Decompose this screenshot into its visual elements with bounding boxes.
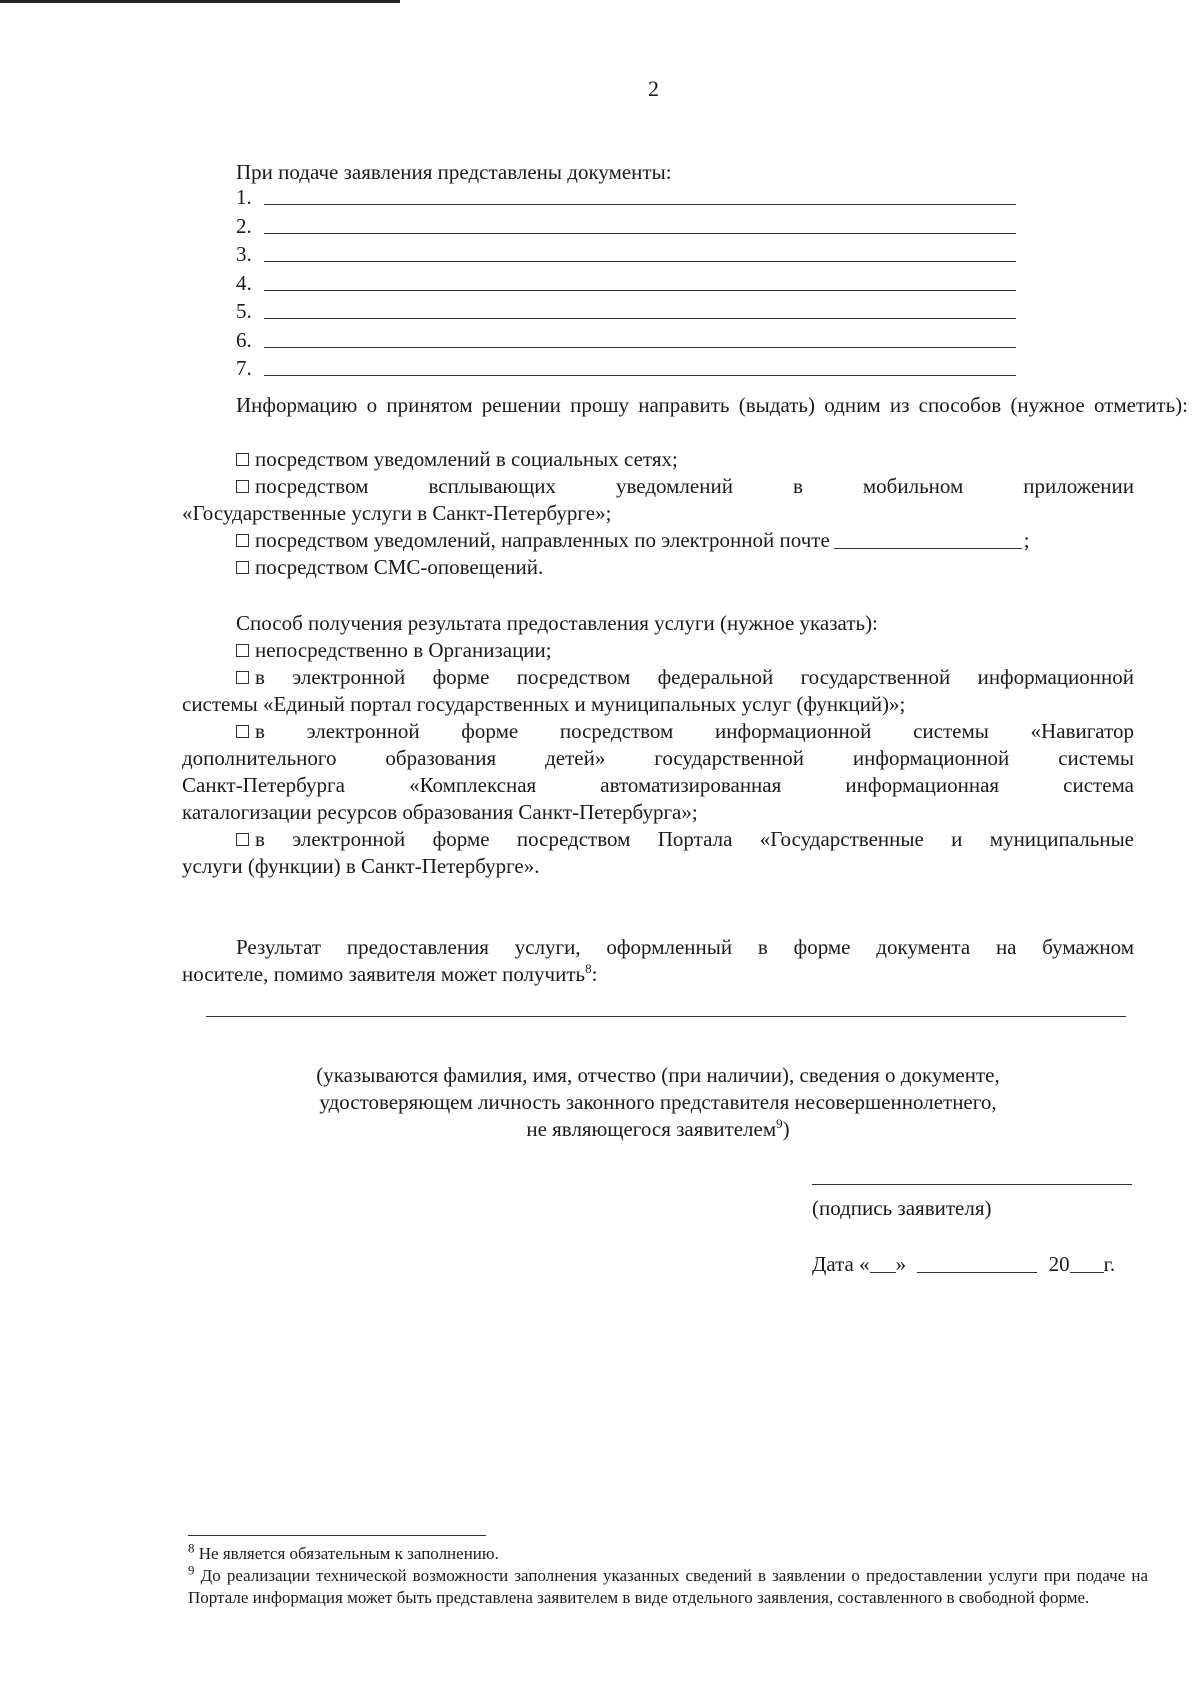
scan-top-edge bbox=[0, 0, 400, 3]
result-option-epgu[interactable]: в электронной форме посредством федеральной государственной информационной системы «Единый портал государственных и муниципальных услуг (функций)»; bbox=[182, 665, 1134, 716]
checkbox-icon[interactable] bbox=[236, 671, 249, 684]
document-line[interactable] bbox=[236, 184, 1016, 210]
document-line[interactable] bbox=[236, 270, 1016, 296]
document-line-number: 6. bbox=[236, 327, 252, 352]
date-day-blank[interactable] bbox=[870, 1254, 896, 1273]
document-line[interactable] bbox=[236, 355, 1016, 381]
date-year-blank[interactable] bbox=[1070, 1254, 1104, 1273]
result-option-portal[interactable]: в электронной форме посредством Портала «Государственные и муниципальные услуги (функции) в Санкт-Петербурге». bbox=[182, 827, 1134, 878]
document-line-blank[interactable] bbox=[264, 347, 1016, 348]
notification-option-social[interactable]: посредством уведомлений в социальных сетях; bbox=[236, 446, 1134, 473]
notification-option-sms[interactable]: посредством СМС-оповещений. bbox=[236, 554, 1134, 581]
checkbox-icon[interactable] bbox=[236, 534, 249, 547]
documents-heading: При подаче заявления представлены документы: bbox=[236, 160, 672, 184]
email-blank[interactable] bbox=[834, 530, 1022, 549]
document-line[interactable] bbox=[236, 298, 1016, 324]
date-line[interactable]: Дата « » 20 г. bbox=[812, 1252, 1116, 1276]
notification-option-email[interactable]: посредством уведомлений, направленных по электронной почте ; bbox=[236, 527, 1134, 554]
checkbox-icon[interactable] bbox=[236, 725, 249, 738]
document-line-blank[interactable] bbox=[264, 233, 1016, 234]
checkbox-icon[interactable] bbox=[236, 453, 249, 466]
document-line[interactable] bbox=[236, 327, 1016, 353]
document-line-number: 4. bbox=[236, 270, 252, 295]
document-line-number: 2. bbox=[236, 213, 252, 238]
paper-result-text: Результат предоставления услуги, оформленный в форме документа на бумажном носителе, помимо заявителя может получить$^8$: bbox=[182, 935, 1134, 986]
notification-intro: Информацию о принятом решении прошу направить (выдать) одним из способов (нужное отметить): bbox=[236, 393, 1188, 417]
document-line-number: 7. bbox=[236, 356, 252, 380]
footnote-9: $^9$ До реализации технической возможности заполнения указанных сведений в заявлении о предоставлении услуги при подаче на Портале информация может быть представлена заявителем в виде отдельного заявления, составленного в свободной форме. bbox=[188, 1562, 1149, 1607]
document-line-blank[interactable] bbox=[264, 375, 1016, 376]
signature-blank[interactable] bbox=[812, 1184, 1132, 1185]
result-option-organization[interactable]: непосредственно в Организации; bbox=[236, 637, 1134, 664]
document-line-number: 1. bbox=[236, 185, 252, 209]
checkbox-icon[interactable] bbox=[236, 561, 249, 574]
date-month-blank[interactable] bbox=[917, 1254, 1037, 1273]
document-line[interactable] bbox=[236, 241, 1016, 267]
footnote-8: $^8$ Не является обязательным к заполнению. bbox=[188, 1540, 499, 1563]
document-line-blank[interactable] bbox=[264, 261, 1016, 262]
document-line-blank[interactable] bbox=[264, 204, 1016, 205]
document-line-number: 5. bbox=[236, 299, 252, 323]
page-number: 2 bbox=[648, 76, 659, 101]
result-method-intro: Способ получения результата предоставления услуги (нужное указать): bbox=[236, 611, 878, 635]
notification-option-push[interactable]: посредством всплывающих уведомлений в мобильном приложении «Государственные услуги в Санкт-Петербурге»; bbox=[182, 474, 1134, 525]
checkbox-icon[interactable] bbox=[236, 644, 249, 657]
representative-blank[interactable] bbox=[206, 1016, 1126, 1017]
signature-label: (подпись заявителя) bbox=[812, 1196, 992, 1220]
checkbox-icon[interactable] bbox=[236, 480, 249, 493]
footnote-separator bbox=[188, 1535, 486, 1536]
document-line[interactable] bbox=[236, 213, 1016, 239]
document-line-blank[interactable] bbox=[264, 290, 1016, 291]
document-line-blank[interactable] bbox=[264, 318, 1016, 319]
document-line-number: 3. bbox=[236, 242, 252, 266]
checkbox-icon[interactable] bbox=[236, 833, 249, 846]
result-option-navigator[interactable]: в электронной форме посредством информационной системы «Навигатор дополнительного образования детей» государственной информационной системы Санкт-Петербурга «Комплексная автоматизированная информационная система каталогизации ресурсов образования Санкт-Петербурга»; bbox=[182, 719, 1134, 824]
representative-note: (указываются фамилия, имя, отчество (при наличии), сведения о документе, удостоверяющем личность законного представителя несовершеннолетнего, не являющегося заявителем$^9$) bbox=[316, 1063, 1000, 1141]
